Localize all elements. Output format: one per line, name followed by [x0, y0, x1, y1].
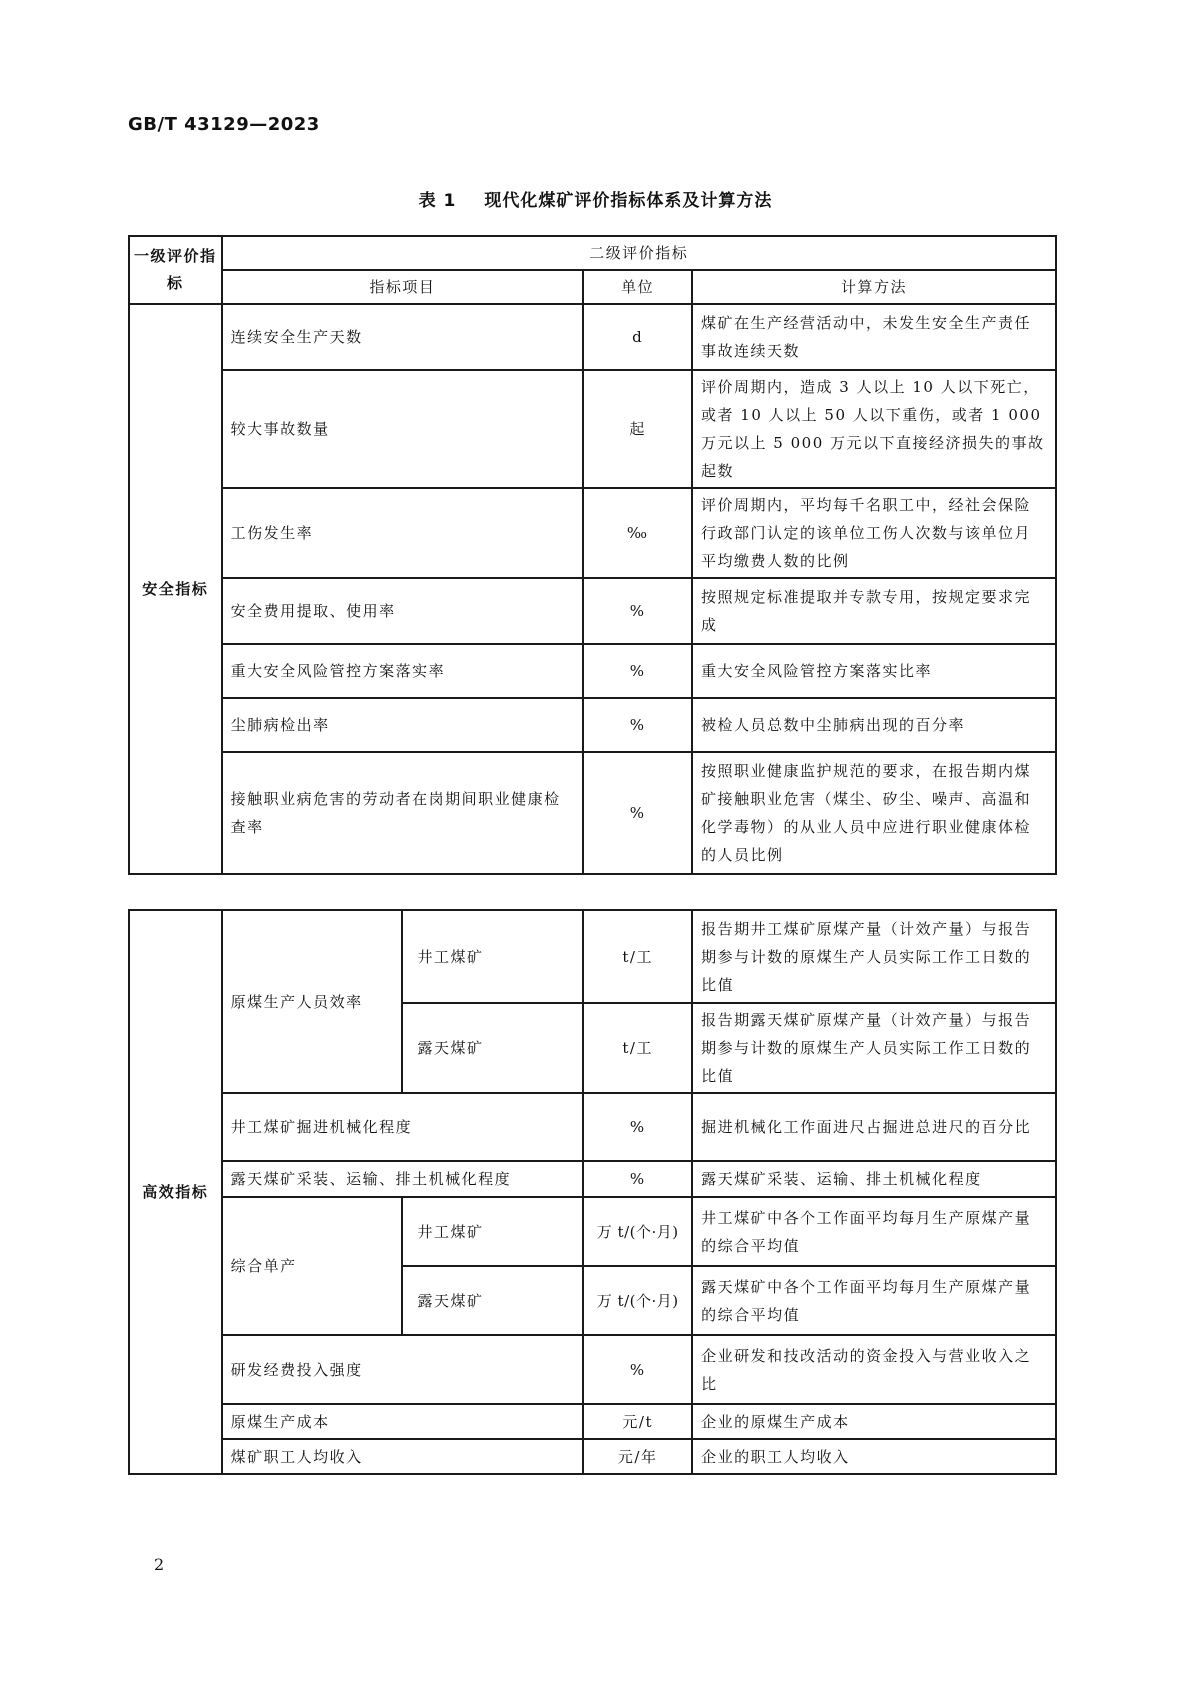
document-code: GB/T 43129—2023	[128, 114, 320, 135]
table-row	[129, 1335, 1056, 1404]
item-cell: 研发经费投入强度	[222, 1335, 584, 1404]
header-row-1	[129, 236, 1056, 270]
unit-cell: d	[583, 304, 692, 370]
table-row	[129, 1093, 1056, 1161]
method-cell: 企业的职工人均收入	[692, 1439, 1056, 1474]
unit-cell: 万 t/(个·月)	[583, 1266, 692, 1335]
header-level1: 一级评价指标	[129, 236, 222, 304]
table-row	[129, 578, 1056, 644]
table-row	[129, 698, 1056, 752]
method-cell: 按照规定标准提取并专款专用，按规定要求完成	[692, 578, 1056, 644]
unit-cell: 起	[583, 370, 692, 488]
header-method: 计算方法	[692, 270, 1056, 304]
method-cell: 企业的原煤生产成本	[692, 1404, 1056, 1439]
method-cell: 露天煤矿采装、运输、排土机械化程度	[692, 1161, 1056, 1197]
item-cell: 露天煤矿采装、运输、排土机械化程度	[222, 1161, 584, 1197]
unit-cell: %	[583, 644, 692, 698]
header-item: 指标项目	[222, 270, 584, 304]
method-cell: 井工煤矿中各个工作面平均每月生产原煤产量的综合平均值	[692, 1197, 1056, 1266]
table-row	[129, 1197, 1056, 1266]
method-cell: 掘进机械化工作面进尺占掘进总进尺的百分比	[692, 1093, 1056, 1161]
unit-cell: %	[583, 1161, 692, 1197]
method-cell: 重大安全风险管控方案落实比率	[692, 644, 1056, 698]
unit-cell: 元/年	[583, 1439, 692, 1474]
unit-cell: 万 t/(个·月)	[583, 1197, 692, 1266]
table-row	[129, 752, 1056, 874]
method-cell: 评价周期内，造成 3 人以上 10 人以下死亡，或者 10 人以上 50 人以下重伤，或者 1 000万元以上 5 000 万元以下直接经济损失的事故起数	[692, 370, 1056, 488]
sub-item-cell: 露天煤矿	[402, 1266, 583, 1335]
table-row	[129, 1439, 1056, 1474]
item-cell: 井工煤矿掘进机械化程度	[222, 1093, 584, 1161]
item-cell: 原煤生产成本	[222, 1404, 584, 1439]
table-row	[129, 910, 1056, 1003]
sub-item-cell: 露天煤矿	[402, 1003, 583, 1093]
page-number: 2	[154, 1555, 165, 1574]
method-cell: 企业研发和技改活动的资金投入与营业收入之比	[692, 1335, 1056, 1404]
item-cell: 综合单产	[222, 1197, 403, 1335]
item-cell: 工伤发生率	[222, 488, 584, 578]
table-row	[129, 644, 1056, 698]
header-unit: 单位	[583, 270, 692, 304]
table-row	[129, 1404, 1056, 1439]
item-cell: 重大安全风险管控方案落实率	[222, 644, 584, 698]
item-cell: 原煤生产人员效率	[222, 910, 403, 1093]
method-cell: 报告期露天煤矿原煤产量（计效产量）与报告期参与计数的原煤生产人员实际工作工日数的比值	[692, 1003, 1056, 1093]
item-cell: 接触职业病危害的劳动者在岗期间职业健康检查率	[222, 752, 584, 874]
category-safety: 安全指标	[129, 304, 222, 874]
indicator-table-efficiency	[128, 909, 1057, 1475]
method-cell: 报告期井工煤矿原煤产量（计效产量）与报告期参与计数的原煤生产人员实际工作工日数的比值	[692, 910, 1056, 1003]
method-cell: 煤矿在生产经营活动中，未发生安全生产责任事故连续天数	[692, 304, 1056, 370]
sub-item-cell: 井工煤矿	[402, 1197, 583, 1266]
sub-item-cell: 井工煤矿	[402, 910, 583, 1003]
item-cell: 连续安全生产天数	[222, 304, 584, 370]
item-cell: 尘肺病检出率	[222, 698, 584, 752]
method-cell: 按照职业健康监护规范的要求，在报告期内煤矿接触职业危害（煤尘、矽尘、噪声、高温和化学毒物）的从业人员中应进行职业健康体检的人员比例	[692, 752, 1056, 874]
category-efficiency: 高效指标	[129, 910, 222, 1474]
table-row	[129, 488, 1056, 578]
unit-cell: 元/t	[583, 1404, 692, 1439]
table-title	[0, 186, 1191, 211]
item-cell: 较大事故数量	[222, 370, 584, 488]
unit-cell: %	[583, 698, 692, 752]
table-number: 表 1	[418, 191, 457, 211]
unit-cell: %	[583, 1335, 692, 1404]
unit-cell: ‰	[583, 488, 692, 578]
unit-cell: t/工	[583, 910, 692, 1003]
table-row	[129, 370, 1056, 488]
item-cell: 安全费用提取、使用率	[222, 578, 584, 644]
table-caption: 现代化煤矿评价指标体系及计算方法	[484, 191, 773, 211]
header-row-2	[129, 270, 1056, 304]
method-cell: 露天煤矿中各个工作面平均每月生产原煤产量的综合平均值	[692, 1266, 1056, 1335]
unit-cell: %	[583, 752, 692, 874]
item-cell: 煤矿职工人均收入	[222, 1439, 584, 1474]
unit-cell: t/工	[583, 1003, 692, 1093]
method-cell: 被检人员总数中尘肺病出现的百分率	[692, 698, 1056, 752]
table-row	[129, 304, 1056, 370]
indicator-table-safety	[128, 235, 1057, 875]
table-row	[129, 1161, 1056, 1197]
unit-cell: %	[583, 578, 692, 644]
header-level2: 二级评价指标	[222, 236, 1056, 270]
method-cell: 评价周期内，平均每千名职工中，经社会保险行政部门认定的该单位工伤人次数与该单位月平均缴费人数的比例	[692, 488, 1056, 578]
unit-cell: %	[583, 1093, 692, 1161]
